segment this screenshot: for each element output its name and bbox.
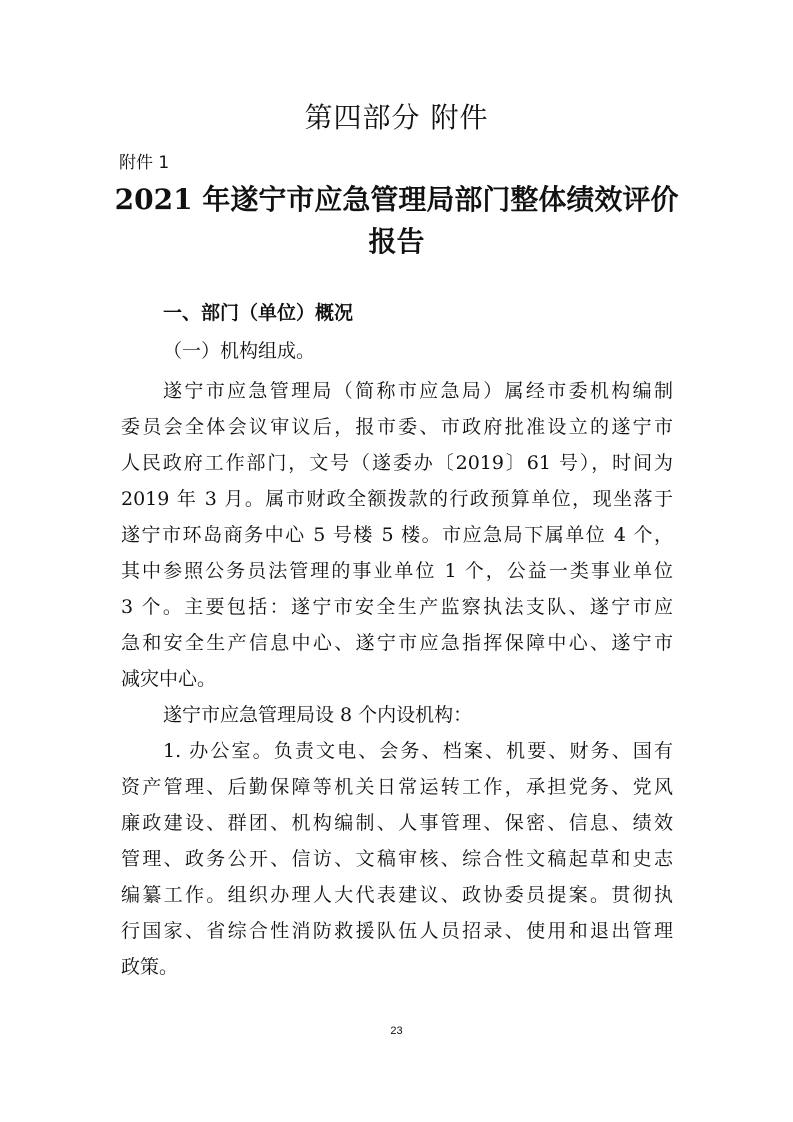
paragraph-line: 遂宁市应急管理局（简称市应急局）属经市委机构编制 — [163, 380, 673, 402]
report-title-line-1: 2021 年遂宁市应急管理局部门整体绩效评价 — [114, 183, 679, 216]
attachment-label: 附件 1 — [119, 153, 170, 173]
report-title-line-2: 报告 — [368, 225, 425, 258]
paragraph-line: 资产管理、后勤保障等机关日常运转工作，承担党务、党风 — [121, 776, 673, 798]
section-heading: 一、部门（单位）概况 — [163, 302, 354, 324]
paragraph-line: 其中参照公务员法管理的事业单位 1 个，公益一类事业单位 — [121, 560, 673, 582]
paragraph-line: 政策。 — [121, 956, 179, 978]
paragraph-line: 人民政府工作部门，文号（遂委办〔2019〕61 号），时间为 — [121, 452, 673, 474]
paragraph-line: 遂宁市环岛商务中心 5 号楼 5 楼。市应急局下属单位 4 个， — [121, 524, 673, 546]
paragraph-line: 3 个。主要包括：遂宁市安全生产监察执法支队、遂宁市应 — [121, 596, 673, 618]
paragraph-line: 管理、政务公开、信访、文稿审核、综合性文稿起草和史志 — [121, 848, 673, 870]
paragraph-line: 委员会全体会议审议后，报市委、市政府批准设立的遂宁市 — [121, 416, 673, 438]
paragraph-line: 急和安全生产信息中心、遂宁市应急指挥保障中心、遂宁市 — [121, 632, 673, 654]
paragraph-line: 廉政建设、群团、机构编制、人事管理、保密、信息、绩效 — [121, 812, 673, 834]
page-number: 23 — [390, 1025, 403, 1037]
subsection-heading: （一）机构组成。 — [163, 340, 316, 362]
paragraph-line: 行国家、省综合性消防救援队伍人员招录、使用和退出管理 — [121, 920, 673, 942]
paragraph-line: 2019 年 3 月。属市财政全额拨款的行政预算单位，现坐落于 — [121, 488, 673, 510]
paragraph-line: 遂宁市应急管理局设 8 个内设机构： — [163, 704, 473, 726]
page-heading: 第四部分 附件 — [304, 101, 489, 134]
paragraph-line: 编纂工作。组织办理人大代表建议、政协委员提案。贯彻执 — [121, 884, 673, 906]
paragraph-line: 1. 办公室。负责文电、会务、档案、机要、财务、国有 — [163, 740, 673, 762]
paragraph-line: 减灾中心。 — [121, 668, 217, 690]
